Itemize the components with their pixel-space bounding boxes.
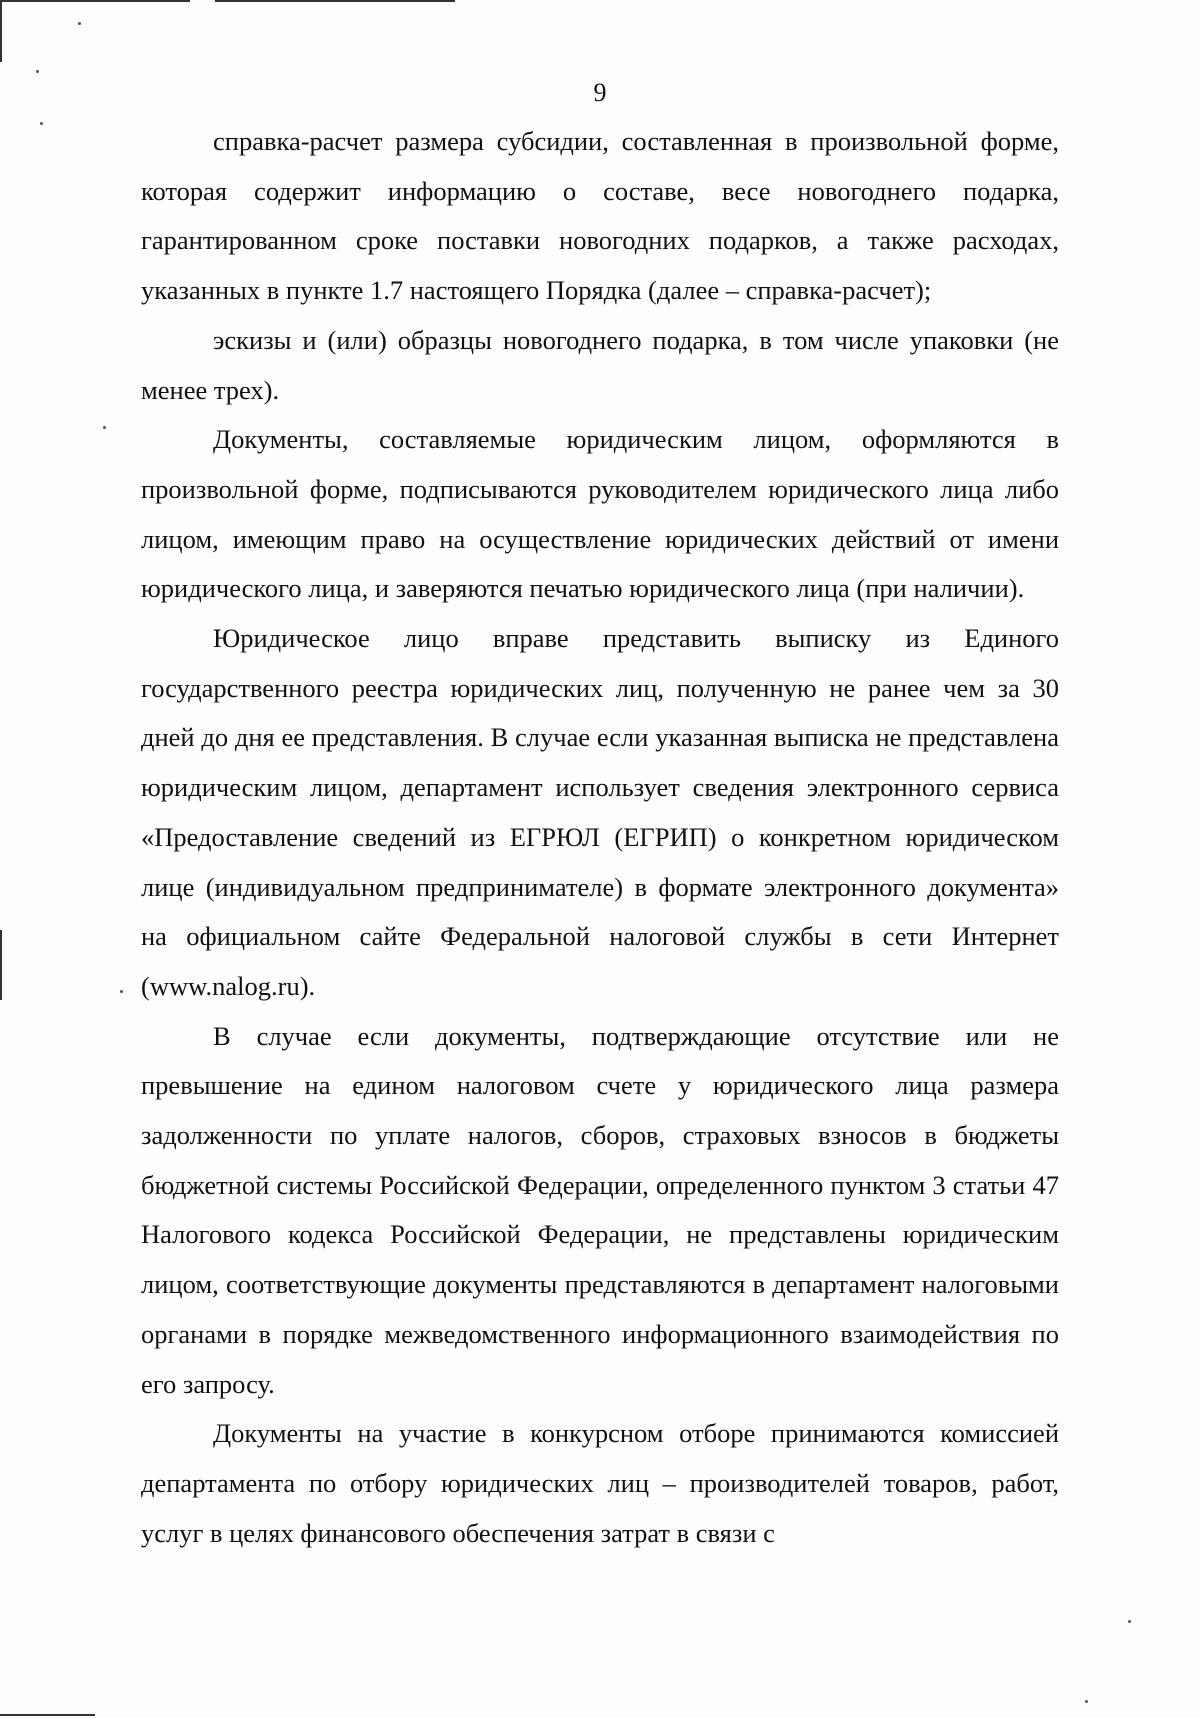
scan-speck xyxy=(36,70,39,73)
document-body xyxy=(141,117,1059,1558)
scan-speck xyxy=(1085,1700,1088,1703)
scan-speck xyxy=(78,22,81,25)
scan-speck xyxy=(40,122,43,125)
scan-left-border-lower xyxy=(0,930,2,1000)
paragraph: эскизы и (или) образцы новогоднего подарка, в том числе упаковки (не менее трех). xyxy=(141,324,1059,405)
scan-speck xyxy=(103,426,106,429)
scan-speck xyxy=(1128,1620,1131,1623)
scan-top-border xyxy=(0,0,190,2)
paragraph: справка-расчет размера субсидии, составленная в произвольной форме, которая содержит информацию о составе, весе новогоднего подарка, гарантированном сроке поставки новогодних подарков, а также расходах, указанных в пункте 1.7 настоящего Порядка (далее – справка-расчет); xyxy=(141,126,1059,306)
paragraph: Документы, составляемые юридическим лицом, оформляются в произвольной форме, подписываются руководителем юридического лица либо лицом, имеющим право на осуществление юридических действий от имени юридического лица, и заверяются печатью юридического лица (при наличии). xyxy=(141,424,1059,604)
scan-top-border-right xyxy=(215,0,455,2)
scan-speck xyxy=(120,990,123,993)
scan-left-border-upper xyxy=(0,2,2,62)
paragraph: В случае если документы, подтверждающие отсутствие или не превышение на едином налоговом счете у юридического лица размера задолженности по уплате налогов, сборов, страховых взносов в бюджеты бюджетной системы Российской Федерации, определенного пунктом 3 статьи 47 Налогового кодекса Российской Федерации, не представлены юридическим лицом, соответствующие документы представляются в департамент налоговыми органами в порядке межведомственного информационного взаимодействия по его запросу. xyxy=(141,1020,1059,1399)
paragraph: Документы на участие в конкурсном отборе принимаются комиссией департамента по отбору юридических лиц – производителей товаров, работ, услуг в целях финансового обеспечения затрат в связи с xyxy=(141,1418,1059,1548)
scan-bottom-border xyxy=(0,1714,95,1716)
page-number: 9 xyxy=(593,78,607,107)
paragraph: Юридическое лицо вправе представить выписку из Единого государственного реестра юридических лиц, полученную не ранее чем за 30 дней до дня ее представления. В случае если указанная выписка не представлена юридическим лицом, департамент использует сведения электронного сервиса «Предоставление сведений из ЕГРЮЛ (ЕГРИП) о конкретном юридическом лице (индивидуальном предпринимателе) в формате электронного документа» на официальном сайте Федеральной налоговой службы в сети Интернет (www.nalog.ru). xyxy=(141,623,1059,1001)
